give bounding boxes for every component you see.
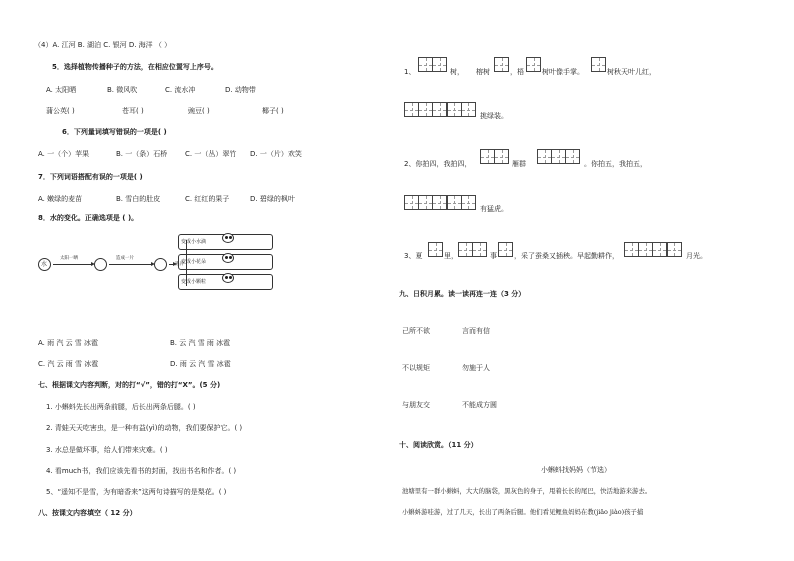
fill-line-1-text-b: 榕树: [476, 68, 490, 76]
fill-line-5-text-c: 事: [490, 252, 497, 260]
fill-line-5-text-a: 3、夏: [404, 252, 423, 260]
change-box-1-label: 变成小水滴: [181, 239, 207, 245]
q5-option-d: D. 动物带: [225, 86, 256, 94]
q7-title: 7．下列词语搭配有误的一项是( ): [38, 173, 143, 181]
judge-item-3: 3. 水总是做坏事，给人们带来灾难。( ): [46, 446, 168, 454]
q5-option-c: C. 流水冲: [165, 86, 196, 94]
fill-line-1-text-a: 树，: [450, 68, 464, 76]
q4-options: （4）A. 江河 B. 湖泊 C. 银河 D. 海洋 （ ）: [34, 41, 172, 49]
fill-line-4-text: 有猛虎。: [480, 205, 508, 213]
change-box-2-label: 变成小花朵: [181, 259, 207, 265]
fill-line-1-number: 1、: [404, 68, 416, 76]
fill-line-3-text-a: 2、你拍四，我拍四，: [404, 160, 472, 168]
section-8-title: 八、按课文内容填空（ 12 分）: [38, 509, 137, 517]
q5-option-b: B. 微风吹: [107, 86, 138, 94]
fill-line-5-text-d: ，采了蚕桑又插秧。早起勤耕作，: [514, 252, 619, 260]
writing-grid[interactable]: [428, 242, 442, 257]
writing-grid[interactable]: [404, 195, 475, 210]
passage-line-1: 池塘里有一群小蝌蚪，大大的脑袋，黑灰色的身子，甩着长长的尾巴，快活地游来游去。: [402, 487, 652, 495]
idiom-right-1[interactable]: 言而有信: [462, 327, 490, 335]
q5-blank-dandelion[interactable]: 蒲公英( ): [46, 107, 75, 115]
section-7-title: 七、根据课文内容判断，对的打“√”，错的打“X”。(5 分): [38, 381, 221, 389]
judge-item-4: 4. 看much书，我们应该先看书的封面，找出书名和作者。( ): [46, 467, 237, 475]
fill-line-3-text-b: 雁群: [512, 160, 526, 168]
fill-line-5-text-b: 里，: [444, 252, 458, 260]
writing-grid[interactable]: [494, 57, 508, 72]
writing-grid[interactable]: [404, 102, 475, 117]
writing-grid[interactable]: [480, 149, 508, 164]
idiom-right-3[interactable]: 不能成方圆: [462, 401, 497, 409]
cloud-icon: [154, 258, 167, 271]
diagram-start-label: 水: [41, 261, 48, 268]
q8-option-c: C. 汽 云 雨 雪 冰雹: [38, 360, 99, 368]
q8-option-d: D. 雨 云 汽 雪 冰雹: [170, 360, 231, 368]
section-10-title: 十、阅读欣赏。（11 分）: [399, 441, 478, 449]
cloud-face-icon: [222, 233, 234, 243]
q6-option-c: C. 一（丛）翠竹: [185, 150, 237, 158]
section-9-title: 九、日积月累。读一读再连一连（3 分）: [399, 290, 526, 298]
change-box-3-label: 变成小颗粒: [181, 279, 207, 285]
writing-grid[interactable]: [458, 242, 486, 257]
diagram-arrow3-label: 遇冷: [175, 262, 184, 267]
q5-blank-coconut[interactable]: 椰子( ): [262, 107, 284, 115]
fill-line-3-text-c: 。你拍五，我拍五，: [584, 160, 647, 168]
fill-line-5-text-e: 月光。: [686, 252, 707, 260]
q5-option-a: A. 太阳晒: [46, 86, 77, 94]
passage-title: 小蝌蚪找妈妈（节选）: [541, 466, 611, 474]
q5-blank-cocklebur[interactable]: 苍耳( ): [122, 107, 144, 115]
q6-option-b: B. 一（条）石桥: [116, 150, 168, 158]
q6-option-a: A. 一（个）苹果: [38, 150, 90, 158]
arrow-icon: [109, 264, 153, 265]
q7-option-d: D. 碧绿的枫叶: [250, 195, 295, 203]
arrow-icon: [53, 264, 93, 265]
writing-grid[interactable]: [591, 57, 605, 72]
passage-line-2: 小蝌蚪游哇游，过了几天，长出了两条后腿。他们看见鲤鱼妈妈在教(jiāo jiào)孩子捕: [402, 508, 644, 516]
idiom-left-2[interactable]: 不以规矩: [402, 364, 430, 372]
fill-line-2-text: 挑绿装。: [480, 112, 508, 120]
q7-option-b: B. 雪白的肚皮: [116, 195, 161, 203]
writing-grid[interactable]: [418, 57, 446, 72]
q7-option-c: C. 红红的果子: [185, 195, 230, 203]
idiom-left-3[interactable]: 与朋友交: [402, 401, 430, 409]
q5-title: 5．选择植物传播种子的方法，在相应位置写上序号。: [52, 63, 218, 71]
q8-title: 8．水的变化。正确选项是 ( )。: [38, 214, 139, 222]
writing-grid[interactable]: [624, 242, 681, 257]
water-cycle-diagram: [36, 232, 276, 292]
writing-grid[interactable]: [526, 57, 540, 72]
q8-option-b: B. 云 汽 雪 雨 冰雹: [170, 339, 231, 347]
q6-option-d: D. 一（片）欢笑: [250, 150, 302, 158]
cloud-face-icon: [222, 273, 234, 283]
idiom-left-1[interactable]: 己所不欲: [402, 327, 430, 335]
cloud-face-icon: [222, 253, 234, 263]
q5-blank-pea[interactable]: 豌豆( ): [188, 107, 210, 115]
q7-option-a: A. 嫩绿的麦苗: [38, 195, 83, 203]
q6-title: 6．下列量词填写错误的一项是( ): [62, 128, 167, 136]
judge-item-5: 5、“遥知不是雪，为有暗香来”这两句诗描写的是梨花。( ): [46, 488, 227, 496]
writing-grid[interactable]: [537, 149, 580, 164]
diagram-arrow1-label: 太阳一晒: [60, 256, 78, 261]
cloud-icon: [94, 258, 107, 271]
fill-line-1-text-d: 树叶像手掌。: [542, 68, 584, 76]
fill-line-1-text-e: 树秋天叶儿红，: [607, 68, 656, 76]
judge-item-2: 2. 青蛙天天吃害虫，是一种有益(yì)的动物，我们要保护它。( ): [46, 424, 243, 432]
q8-option-a: A. 雨 汽 云 雪 冰雹: [38, 339, 99, 347]
diagram-arrow2-label: 造成一片: [116, 256, 134, 261]
judge-item-1: 1. 小蝌蚪先长出两条前腿，后长出两条后腿。( ): [46, 403, 196, 411]
fill-line-1-text-c: ，梧: [510, 68, 524, 76]
idiom-right-2[interactable]: 勿施于人: [462, 364, 490, 372]
writing-grid[interactable]: [498, 242, 512, 257]
